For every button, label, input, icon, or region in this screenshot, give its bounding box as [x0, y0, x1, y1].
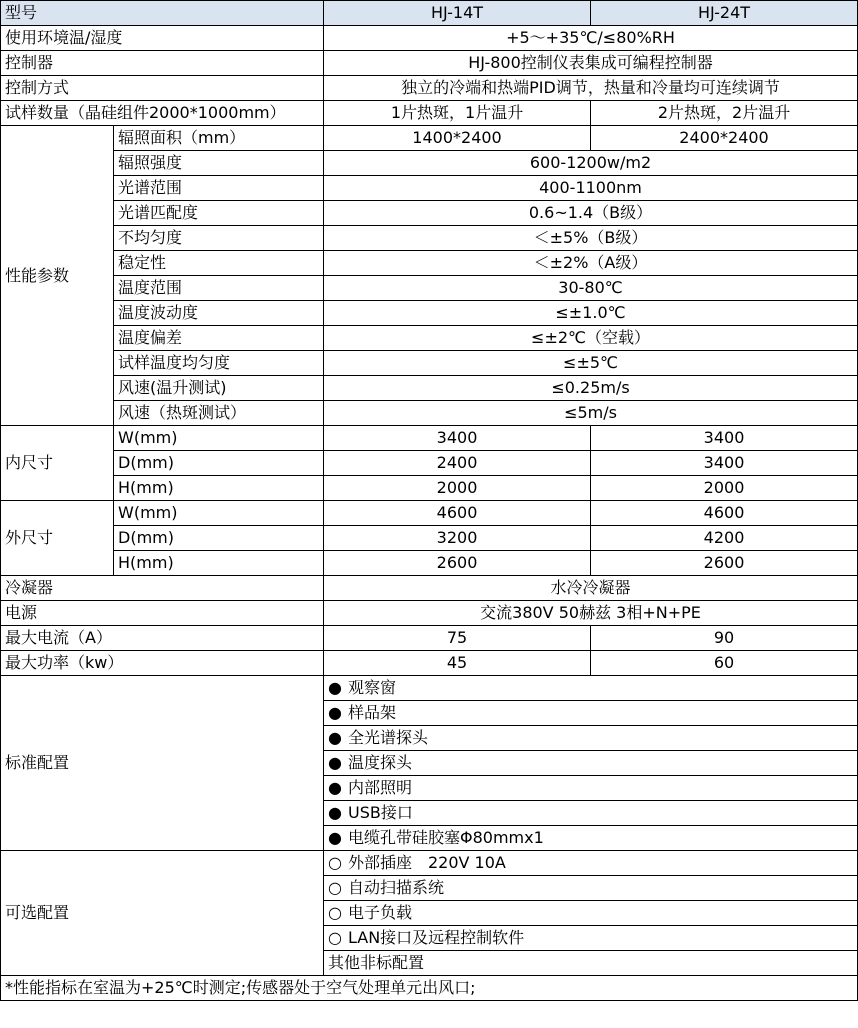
- table-row: [1, 351, 858, 376]
- filled-circle-icon: ●: [328, 728, 342, 747]
- row-label: 电源: [1, 601, 324, 626]
- row-value: 独立的冷端和热端PID调节，热量和冷量均可连续调节: [324, 76, 858, 101]
- row-value-1: 1400*2400: [324, 126, 591, 151]
- row-value-2: 4200: [591, 526, 858, 551]
- row-value: ≤±2℃（空载）: [324, 326, 858, 351]
- item-label: 全光谱探头: [347, 728, 428, 747]
- row-value-2: 3400: [591, 451, 858, 476]
- row-value-2: 60: [591, 651, 858, 676]
- list-item: [324, 926, 858, 951]
- table-row: [1, 651, 858, 676]
- row-value-1: 45: [324, 651, 591, 676]
- row-label: 试样温度均匀度: [114, 351, 324, 376]
- row-value: 400-1100nm: [324, 176, 858, 201]
- row-label: 最大电流（A）: [1, 626, 324, 651]
- item-label: 观察窗: [347, 678, 396, 697]
- header-model-2: HJ-24T: [591, 1, 858, 26]
- table-row: [1, 251, 858, 276]
- filled-circle-icon: ●: [328, 778, 342, 797]
- group-label-outer-size: 外尺寸: [1, 501, 114, 576]
- row-value-1: 4600: [324, 501, 591, 526]
- row-label: 控制器: [1, 51, 324, 76]
- item-label: 温度探头: [347, 753, 412, 772]
- row-value-1: 75: [324, 626, 591, 651]
- row-label: 控制方式: [1, 76, 324, 101]
- header-model-1: HJ-14T: [324, 1, 591, 26]
- list-item: [324, 901, 858, 926]
- footnote: *性能指标在室温为+25℃时测定;传感器处于空气处理单元出风口;: [1, 976, 858, 1001]
- table-header-row: [1, 1, 858, 26]
- row-value: ＜±2%（A级）: [324, 251, 858, 276]
- row-label: 光谱匹配度: [114, 201, 324, 226]
- group-label-optional-config: 可选配置: [1, 851, 324, 976]
- table-row: [1, 851, 858, 876]
- table-row: [1, 276, 858, 301]
- list-item: [324, 851, 858, 876]
- table-row: [1, 176, 858, 201]
- item-label: 电子负载: [347, 903, 412, 922]
- row-label: 风速(温升测试): [114, 376, 324, 401]
- row-label: 试样数量（晶硅组件2000*1000mm）: [1, 101, 324, 126]
- row-value-1: 2400: [324, 451, 591, 476]
- table-row: [1, 76, 858, 101]
- row-label: 风速（热斑测试）: [114, 401, 324, 426]
- group-label-inner-size: 内尺寸: [1, 426, 114, 501]
- row-label: 温度范围: [114, 276, 324, 301]
- table-row: [1, 501, 858, 526]
- row-label: D(mm): [114, 526, 324, 551]
- row-value: ≤5m/s: [324, 401, 858, 426]
- group-label-standard-config: 标准配置: [1, 676, 324, 851]
- table-row: [1, 26, 858, 51]
- row-value-2: 2600: [591, 551, 858, 576]
- table-row: [1, 626, 858, 651]
- row-value-2: 3400: [591, 426, 858, 451]
- table-row: [1, 151, 858, 176]
- list-item: [324, 776, 858, 801]
- row-label: 不均匀度: [114, 226, 324, 251]
- item-label: 外部插座 220V 10A: [347, 853, 506, 872]
- row-value: 水冷冷凝器: [324, 576, 858, 601]
- row-value-2: 2片热斑，2片温升: [591, 101, 858, 126]
- filled-circle-icon: ●: [328, 803, 342, 822]
- row-label: W(mm): [114, 501, 324, 526]
- table-row: [1, 476, 858, 501]
- row-value: ≤±1.0℃: [324, 301, 858, 326]
- row-value-1: 3200: [324, 526, 591, 551]
- row-value-2: 2000: [591, 476, 858, 501]
- row-value: +5～+35℃/≤80%RH: [324, 26, 858, 51]
- table-row: [1, 601, 858, 626]
- row-label: H(mm): [114, 551, 324, 576]
- table-row: [1, 126, 858, 151]
- row-label: W(mm): [114, 426, 324, 451]
- row-label: 稳定性: [114, 251, 324, 276]
- row-label: 光谱范围: [114, 176, 324, 201]
- hollow-circle-icon: ○: [328, 928, 342, 947]
- item-label: 电缆孔带硅胶塞Φ80mmx1: [347, 828, 544, 847]
- row-label: 冷凝器: [1, 576, 324, 601]
- row-label: 温度波动度: [114, 301, 324, 326]
- row-value: 交流380V 50赫兹 3相+N+PE: [324, 601, 858, 626]
- list-item: [324, 676, 858, 701]
- row-value: 30-80℃: [324, 276, 858, 301]
- table-row: [1, 51, 858, 76]
- item-label: 内部照明: [347, 778, 412, 797]
- hollow-circle-icon: ○: [328, 903, 342, 922]
- list-item: [324, 801, 858, 826]
- row-value: ≤0.25m/s: [324, 376, 858, 401]
- filled-circle-icon: ●: [328, 828, 342, 847]
- row-value-1: 2000: [324, 476, 591, 501]
- footnote-row: [1, 976, 858, 1001]
- table-row: [1, 526, 858, 551]
- row-label: 使用环境温/湿度: [1, 26, 324, 51]
- filled-circle-icon: ●: [328, 703, 342, 722]
- item-label: USB接口: [347, 803, 413, 822]
- table-row: [1, 326, 858, 351]
- row-value-2: 2400*2400: [591, 126, 858, 151]
- list-item: [324, 751, 858, 776]
- table-row: [1, 676, 858, 701]
- item-label: 样品架: [347, 703, 396, 722]
- row-value: 600-1200w/m2: [324, 151, 858, 176]
- table-row: [1, 451, 858, 476]
- row-value: ＜±5%（B级）: [324, 226, 858, 251]
- header-label: 型号: [1, 1, 324, 26]
- row-value: HJ-800控制仪表集成可编程控制器: [324, 51, 858, 76]
- table-row: [1, 551, 858, 576]
- item-label: 自动扫描系统: [347, 878, 444, 897]
- table-row: [1, 201, 858, 226]
- table-row: [1, 426, 858, 451]
- row-value-1: 1片热斑，1片温升: [324, 101, 591, 126]
- row-label: 辐照面积（mm）: [114, 126, 324, 151]
- row-label: H(mm): [114, 476, 324, 501]
- table-row: [1, 576, 858, 601]
- row-value: 0.6~1.4（B级）: [324, 201, 858, 226]
- table-row: [1, 101, 858, 126]
- filled-circle-icon: ●: [328, 678, 342, 697]
- table-row: [1, 226, 858, 251]
- table-row: [1, 401, 858, 426]
- list-item: [324, 726, 858, 751]
- row-value-2: 4600: [591, 501, 858, 526]
- list-item: [324, 701, 858, 726]
- list-item: [324, 826, 858, 851]
- row-label: 温度偏差: [114, 326, 324, 351]
- list-item-other: 其他非标配置: [324, 951, 858, 976]
- table-row: [1, 376, 858, 401]
- row-label: 最大功率（kw）: [1, 651, 324, 676]
- group-label-performance: 性能参数: [1, 126, 114, 426]
- filled-circle-icon: ●: [328, 753, 342, 772]
- list-item: [324, 876, 858, 901]
- row-value: ≤±5℃: [324, 351, 858, 376]
- hollow-circle-icon: ○: [328, 853, 342, 872]
- item-label: LAN接口及远程控制软件: [347, 928, 525, 947]
- row-value-1: 3400: [324, 426, 591, 451]
- row-value-1: 2600: [324, 551, 591, 576]
- row-value-2: 90: [591, 626, 858, 651]
- hollow-circle-icon: ○: [328, 878, 342, 897]
- row-label: D(mm): [114, 451, 324, 476]
- table-row: [1, 301, 858, 326]
- row-label: 辐照强度: [114, 151, 324, 176]
